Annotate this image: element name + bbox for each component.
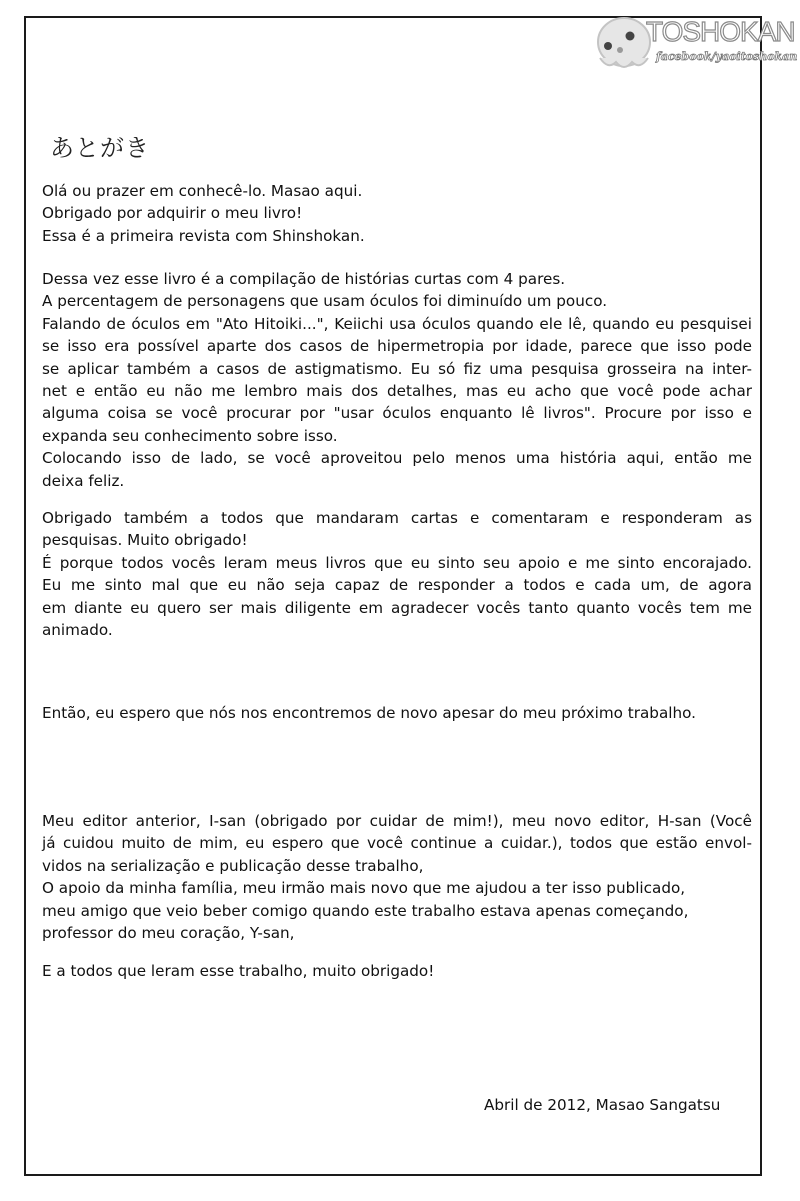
text-line: Eu me sinto mal que eu não seja capaz de responder a todos e cada um, de agora: [42, 576, 752, 595]
paragraph-next-work: [42, 702, 752, 724]
text-line: vidos na serialização e publicação desse trabalho,: [42, 856, 424, 875]
text-line: Falando de óculos em "Ato Hitoiki...", Keiichi usa óculos quando ele lê, quando eu pesquisei: [42, 314, 752, 333]
paragraph-greeting: [42, 180, 752, 247]
text-line: Obrigado por adquirir o meu livro!: [42, 204, 303, 223]
text-line: se aplicar também a casos de astigmatismo. Eu só fiz uma pesquisa grosseira na inter-: [42, 359, 752, 378]
text-line: Colocando isso de lado, se você aproveitou pelo menos uma história aqui, então me: [42, 449, 752, 468]
text-line: Essa é a primeira revista com Shinshokan.: [42, 226, 365, 245]
text-line: Meu editor anterior, I-san (obrigado por cuidar de mim!), meu novo editor, H-san (Você: [42, 812, 752, 830]
text-line: E a todos que leram esse trabalho, muito obrigado!: [42, 962, 435, 980]
signature: Abril de 2012, Masao Sangatsu: [484, 1096, 721, 1114]
paragraph-acknowledgements: [42, 810, 752, 944]
text-line: alguma coisa se você procurar por "usar óculos enquanto lê livros". Procure por isso e: [42, 404, 752, 423]
text-line: O apoio da minha família, meu irmão mais novo que me ajudou a ter isso publicado,: [42, 879, 686, 898]
text-line: expanda seu conhecimento sobre isso.: [42, 426, 338, 445]
paragraph-thanks: [42, 507, 752, 641]
watermark-brand: TOSHOKAN: [646, 16, 795, 47]
text-line: meu amigo que veio beber comigo quando este trabalho estava apenas começando,: [42, 901, 689, 920]
watermark-subtitle: facebook/yaoitoshokan: [656, 50, 798, 63]
text-line: pesquisas. Muito obrigado!: [42, 531, 248, 550]
text-line: animado.: [42, 621, 113, 640]
paragraph-closing: [42, 960, 752, 982]
text-line: deixa feliz.: [42, 471, 125, 490]
text-line: net e então eu não me lembro mais dos detalhes, mas eu acho que você pode achar: [42, 382, 752, 401]
text-line: Obrigado também a todos que mandaram cartas e comentaram e responderam as: [42, 509, 752, 527]
text-line: Dessa vez esse livro é a compilação de histórias curtas com 4 pares.: [42, 270, 566, 288]
page-title: あとがき: [50, 134, 150, 162]
text-line: professor do meu coração, Y-san,: [42, 924, 295, 943]
text-line: já cuidou muito de mim, eu espero que você continue a cuidar.), todos que estão envol-: [42, 834, 752, 853]
paragraph-about-book: [42, 268, 752, 492]
text-line: se isso era possível aparte dos casos de hipermetropia por idade, parece que isso pode: [42, 337, 752, 356]
text-line: É porque todos vocês leram meus livros que eu sinto seu apoio e me sinto encorajado.: [42, 553, 752, 572]
watermark: [586, 4, 796, 76]
text-line: A percentagem de personagens que usam óculos foi diminuído um pouco.: [42, 292, 608, 311]
text-line: Olá ou prazer em conhecê-lo. Masao aqui.: [42, 182, 363, 200]
text-line: Então, eu espero que nós nos encontremos de novo apesar do meu próximo trabalho.: [42, 704, 696, 722]
text-line: em diante eu quero ser mais diligente em agradecer vocês tanto quanto vocês tem me: [42, 598, 752, 617]
